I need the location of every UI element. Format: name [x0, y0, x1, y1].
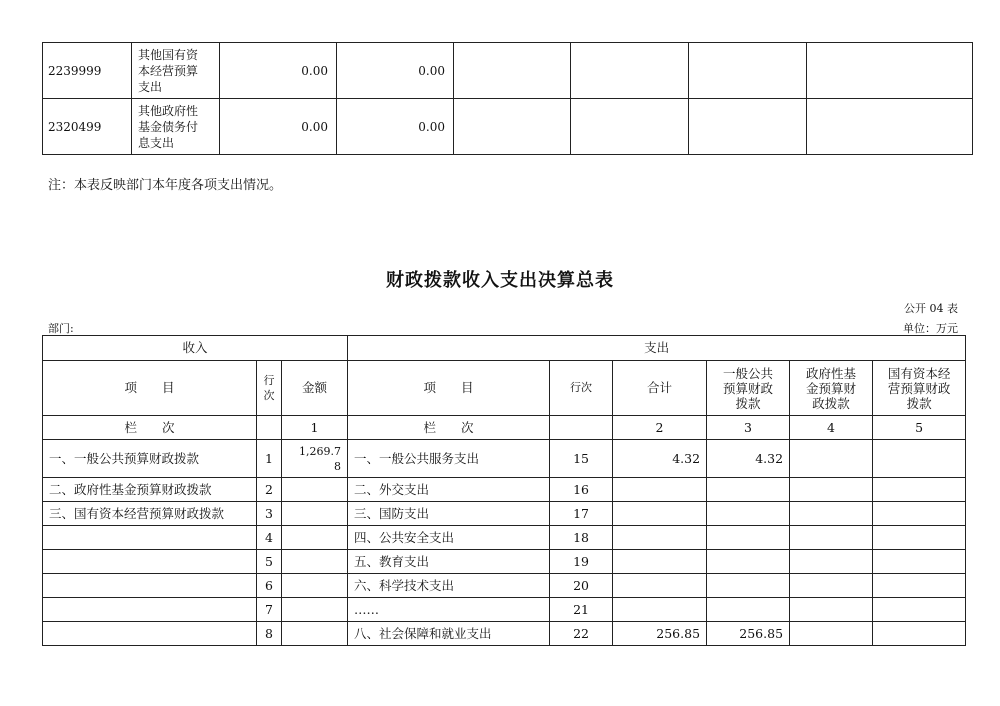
- expense-row-no: 18: [550, 526, 613, 550]
- col-num: 4: [790, 416, 873, 440]
- expense-item: ……: [348, 598, 550, 622]
- form-code: 公开 04 表: [904, 302, 958, 315]
- header-line: 一般公共: [723, 365, 774, 381]
- col-num: 5: [873, 416, 966, 440]
- empty-cell: [707, 550, 790, 574]
- empty-cell: [790, 550, 873, 574]
- expense-row-no: 21: [550, 598, 613, 622]
- income-row-no: 6: [257, 574, 282, 598]
- empty-cell: [571, 99, 689, 155]
- income-item: [43, 526, 257, 550]
- income-row-no: 7: [257, 598, 282, 622]
- table-row: [43, 478, 966, 502]
- empty-cell: [282, 526, 348, 550]
- expense-item: 六、科学技术支出: [348, 574, 550, 598]
- amount-cell: 0.00: [220, 43, 337, 99]
- empty-cell: [707, 478, 790, 502]
- subject-name-line: 基金债务付: [138, 119, 199, 134]
- empty-cell: [282, 502, 348, 526]
- income-row-no: 2: [257, 478, 282, 502]
- department-label: 部门:: [48, 322, 74, 335]
- empty-cell: [873, 622, 966, 646]
- table-row: [43, 574, 966, 598]
- column-number-row: [43, 416, 966, 440]
- empty-cell: [613, 502, 707, 526]
- empty-cell: [550, 416, 613, 440]
- amount-cell: 0.00: [337, 99, 454, 155]
- amount-cell: 0.00: [220, 99, 337, 155]
- subject-code: 2320499: [43, 99, 132, 155]
- empty-cell: [873, 574, 966, 598]
- income-item: [43, 550, 257, 574]
- header-line: 拨款: [906, 395, 932, 411]
- empty-cell: [873, 440, 966, 478]
- subject-name: [132, 99, 220, 155]
- amount-line: 1,269.7: [299, 444, 342, 458]
- empty-cell: [613, 598, 707, 622]
- header-line: 国有资本经: [887, 365, 951, 381]
- expense-row-no: 19: [550, 550, 613, 574]
- header-line: 金预算财: [806, 380, 857, 396]
- table-row: [43, 526, 966, 550]
- income-row-no: 8: [257, 622, 282, 646]
- income-item: 三、国有资本经营预算财政拨款: [43, 502, 257, 526]
- empty-cell: [282, 598, 348, 622]
- empty-cell: [790, 440, 873, 478]
- expense-row-no: 17: [550, 502, 613, 526]
- expense-item: 四、公共安全支出: [348, 526, 550, 550]
- subject-name-line: 息支出: [138, 135, 175, 150]
- empty-cell: [873, 598, 966, 622]
- expense-item: 二、外交支出: [348, 478, 550, 502]
- table-row: [43, 622, 966, 646]
- header-line: 政拨款: [812, 395, 850, 411]
- general-amount: 256.85: [707, 622, 790, 646]
- table-row: [43, 502, 966, 526]
- expense-row-no: 22: [550, 622, 613, 646]
- empty-cell: [613, 478, 707, 502]
- table-note: 注：本表反映部门本年度各项支出情况。: [48, 178, 283, 193]
- empty-cell: [873, 550, 966, 574]
- expense-item-header: 项 目: [348, 361, 550, 416]
- empty-cell: [282, 550, 348, 574]
- empty-cell: [707, 574, 790, 598]
- income-item-header: 项 目: [43, 361, 257, 416]
- expense-header: 支出: [348, 336, 966, 361]
- income-item: 一、一般公共预算财政拨款: [43, 440, 257, 478]
- empty-cell: [790, 526, 873, 550]
- col-num: 3: [707, 416, 790, 440]
- subject-name-line: 其他政府性: [138, 103, 199, 118]
- header-line: 拨款: [735, 395, 761, 411]
- empty-cell: [613, 550, 707, 574]
- gov-fund-header: [790, 361, 873, 416]
- empty-cell: [282, 622, 348, 646]
- empty-cell: [873, 526, 966, 550]
- income-item: 二、政府性基金预算财政拨款: [43, 478, 257, 502]
- empty-cell: [282, 574, 348, 598]
- subject-code: 2239999: [43, 43, 132, 99]
- subject-name-line: 支出: [138, 79, 163, 94]
- empty-cell: [613, 526, 707, 550]
- empty-cell: [707, 598, 790, 622]
- report-title: 财政拨款收入支出决算总表: [386, 270, 614, 291]
- income-row-no: 1: [257, 440, 282, 478]
- table-row: [43, 99, 973, 155]
- header-line: 行: [263, 374, 275, 387]
- expense-detail-table: [42, 42, 973, 155]
- total-amount: 4.32: [613, 440, 707, 478]
- amount-cell: 0.00: [337, 43, 454, 99]
- header-line: 预算财政: [723, 380, 774, 396]
- empty-cell: [707, 526, 790, 550]
- empty-cell: [790, 598, 873, 622]
- empty-cell: [790, 574, 873, 598]
- empty-cell: [807, 99, 973, 155]
- total-amount: 256.85: [613, 622, 707, 646]
- table-row: [43, 43, 973, 99]
- expense-row-no-header: 行次: [550, 361, 613, 416]
- amount-line: 8: [334, 459, 342, 473]
- subject-name-line: 其他国有资: [138, 47, 199, 62]
- income-row-no: 3: [257, 502, 282, 526]
- amount-header: 金额: [282, 361, 348, 416]
- income-item: [43, 622, 257, 646]
- expense-item: 一、一般公共服务支出: [348, 440, 550, 478]
- table-row: [43, 598, 966, 622]
- expense-item: 三、国防支出: [348, 502, 550, 526]
- general-budget-header: [707, 361, 790, 416]
- empty-cell: [790, 502, 873, 526]
- header-line: 次: [263, 389, 275, 402]
- empty-cell: [790, 622, 873, 646]
- empty-cell: [790, 478, 873, 502]
- table-row: [43, 550, 966, 574]
- subject-name-line: 本经营预算: [138, 63, 199, 78]
- col-num: 1: [282, 416, 348, 440]
- header-row: [43, 361, 966, 416]
- empty-cell: [807, 43, 973, 99]
- expense-item: 八、社会保障和就业支出: [348, 622, 550, 646]
- rank-label: 栏 次: [348, 416, 550, 440]
- empty-cell: [571, 43, 689, 99]
- empty-cell: [873, 478, 966, 502]
- income-row-no: 4: [257, 526, 282, 550]
- income-amount: [282, 440, 348, 478]
- expense-item: 五、教育支出: [348, 550, 550, 574]
- total-header: 合计: [613, 361, 707, 416]
- subject-name: [132, 43, 220, 99]
- empty-cell: [454, 99, 571, 155]
- header-row: [43, 336, 966, 361]
- empty-cell: [689, 99, 807, 155]
- empty-cell: [282, 478, 348, 502]
- rank-label: 栏 次: [43, 416, 257, 440]
- income-item: [43, 574, 257, 598]
- expense-row-no: 15: [550, 440, 613, 478]
- empty-cell: [689, 43, 807, 99]
- header-line: 政府性基: [806, 365, 857, 381]
- empty-cell: [257, 416, 282, 440]
- header-line: 营预算财政: [887, 380, 951, 396]
- general-amount: 4.32: [707, 440, 790, 478]
- col-num: 2: [613, 416, 707, 440]
- income-row-no-header: [257, 361, 282, 416]
- empty-cell: [454, 43, 571, 99]
- income-item: [43, 598, 257, 622]
- expense-row-no: 20: [550, 574, 613, 598]
- empty-cell: [873, 502, 966, 526]
- empty-cell: [707, 502, 790, 526]
- state-capital-header: [873, 361, 966, 416]
- income-row-no: 5: [257, 550, 282, 574]
- empty-cell: [613, 574, 707, 598]
- unit-label: 单位：万元: [903, 322, 958, 335]
- table-row: [43, 440, 966, 478]
- expense-row-no: 16: [550, 478, 613, 502]
- income-header: 收入: [43, 336, 348, 361]
- fiscal-summary-table: [42, 335, 966, 646]
